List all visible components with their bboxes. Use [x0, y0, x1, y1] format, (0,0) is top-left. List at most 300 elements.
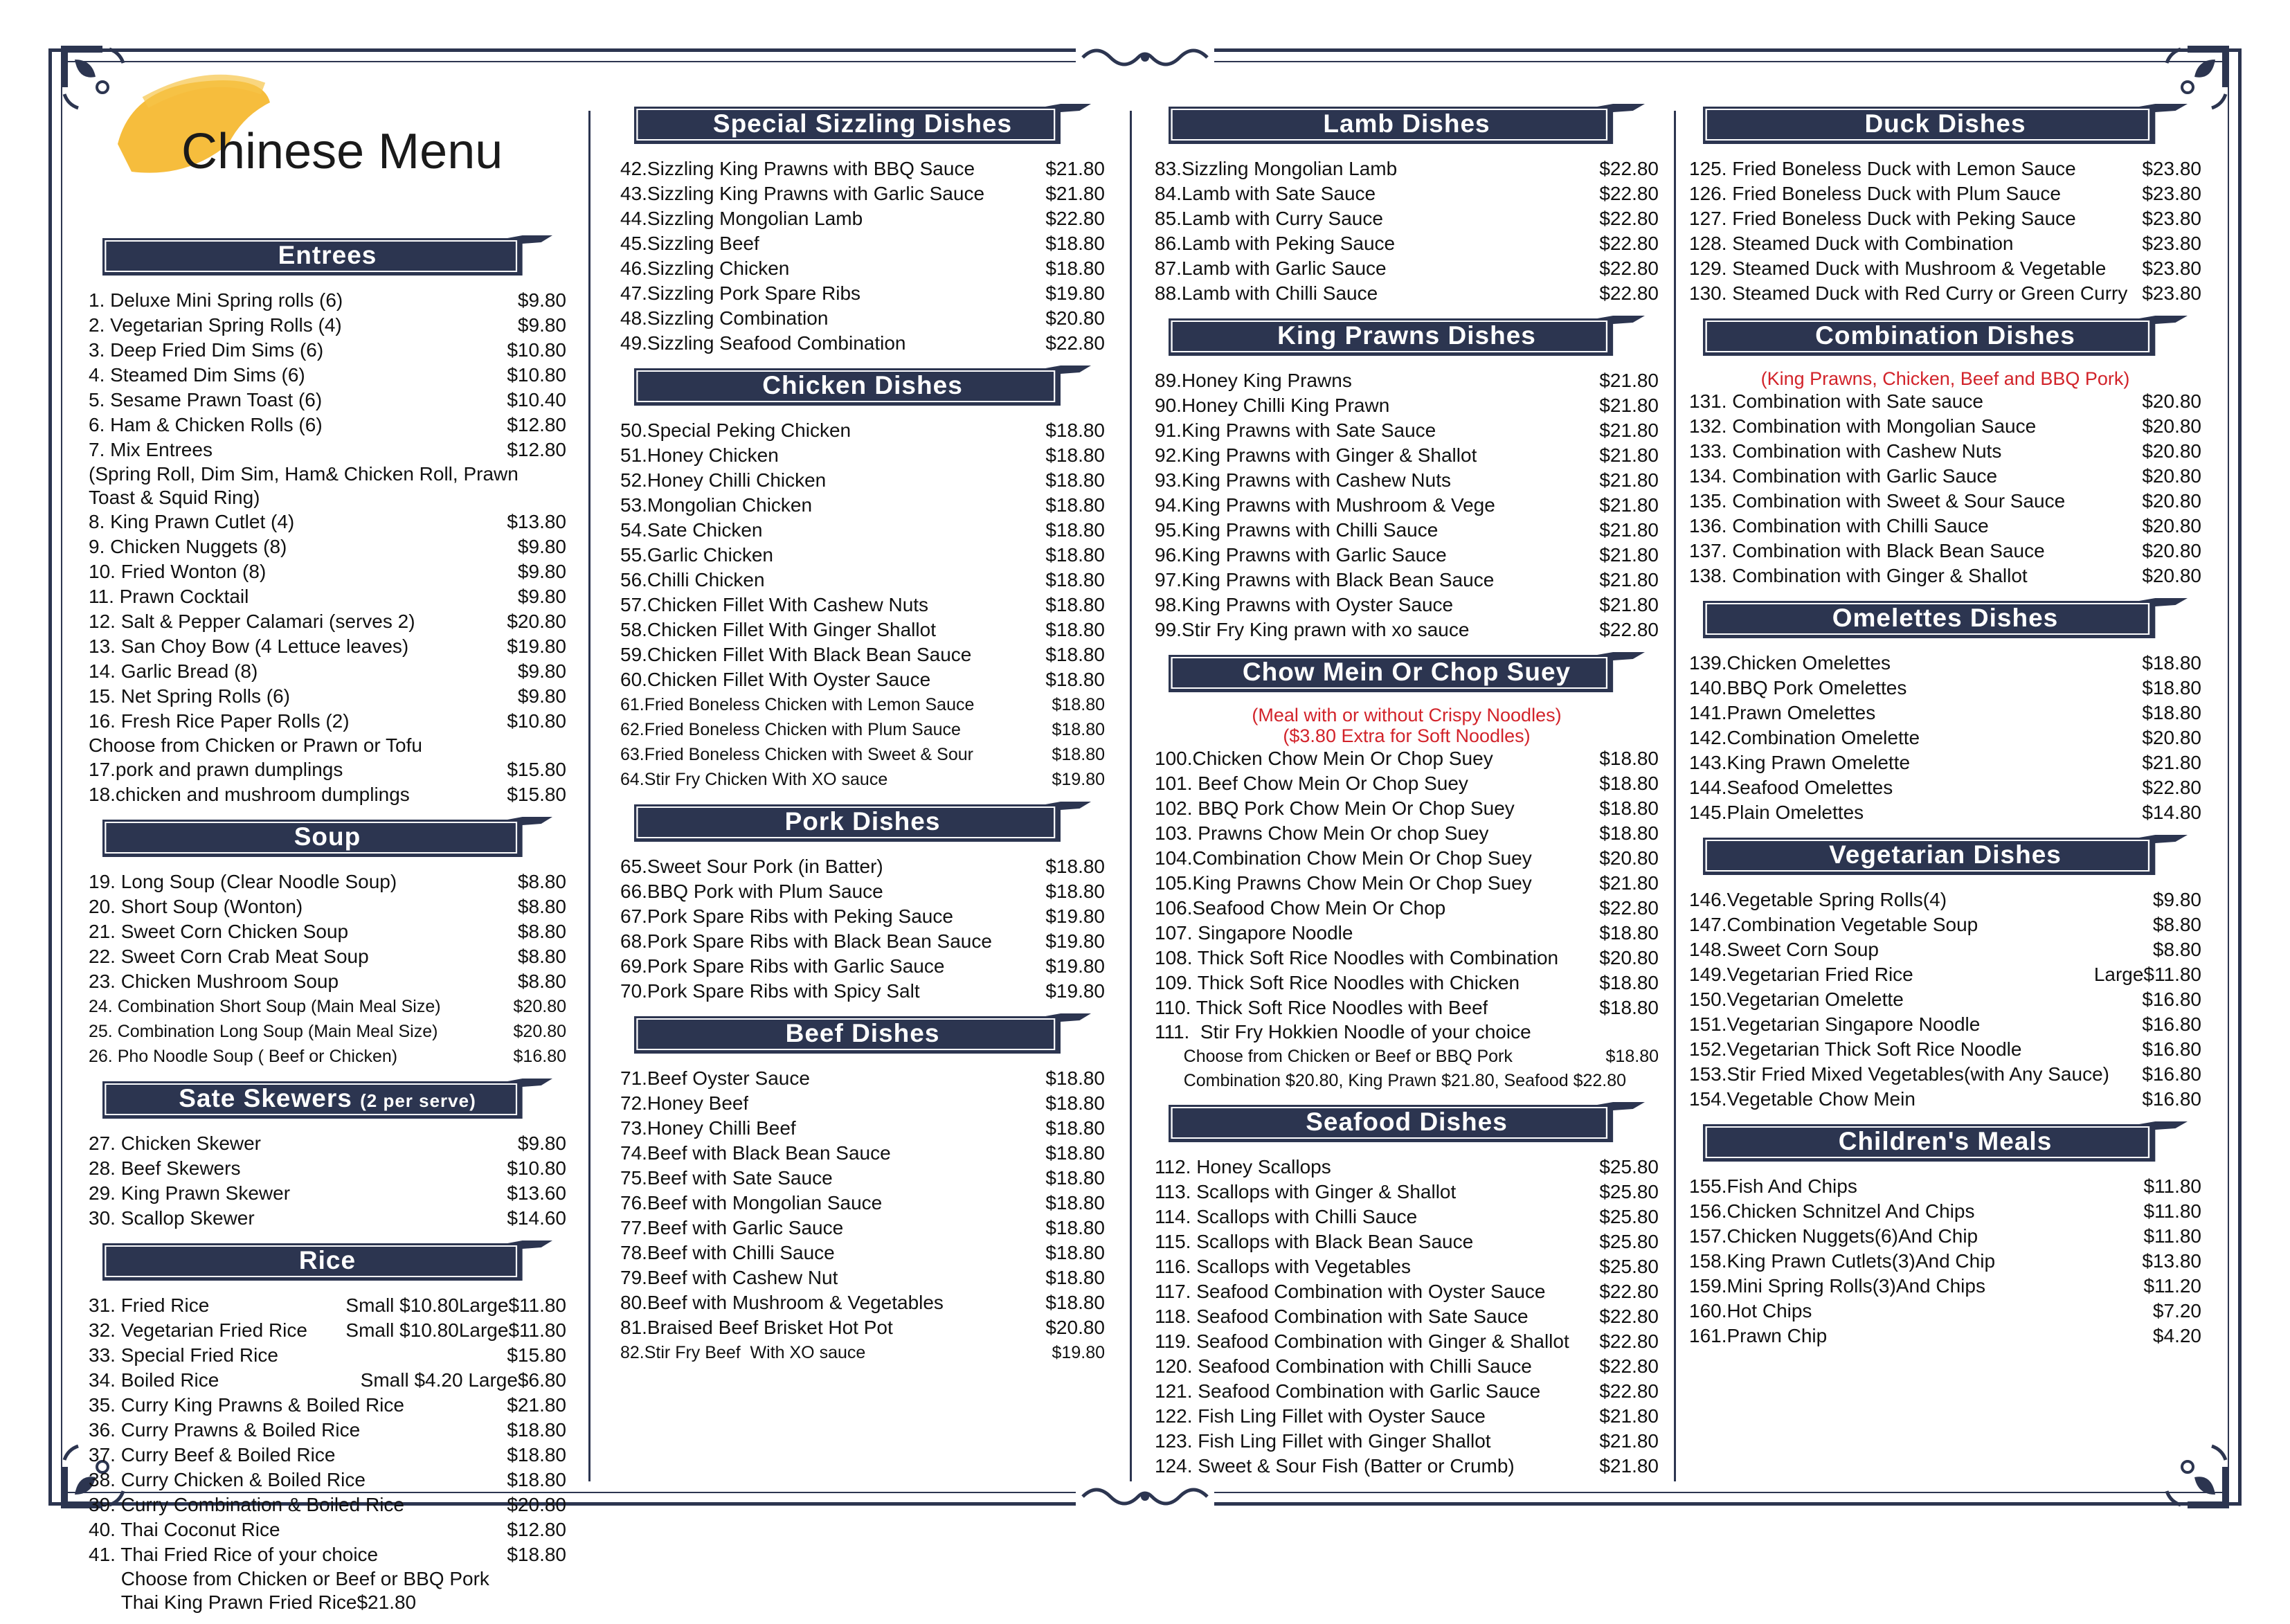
item-name: 60.Chicken Fillet With Oyster Sauce — [620, 669, 931, 690]
item-name: 146.Vegetable Spring Rolls(4) — [1689, 889, 1947, 910]
item-price: $18.80 — [1045, 519, 1105, 541]
section-title-text: Special Sizzling Dishes — [712, 109, 1013, 138]
menu-item — [620, 1240, 1105, 1265]
menu-item — [620, 767, 1105, 792]
item-price: $18.80 — [1599, 972, 1659, 993]
item-name: 76.Beef with Mongolian Sauce — [620, 1192, 883, 1214]
section-title — [102, 241, 552, 270]
item-price: $12.80 — [507, 414, 566, 435]
menu-item — [1155, 418, 1659, 443]
item-name: 138. Combination with Ginger & Shallot — [1689, 565, 2028, 586]
item-price: $19.80 — [1045, 980, 1105, 1002]
item-name: 144.Seafood Omelettes — [1689, 777, 1893, 798]
item-price: $22.80 — [1599, 1355, 1659, 1377]
item-name: 96.King Prawns with Garlic Sauce — [1155, 544, 1447, 566]
item-name: 13. San Choy Bow (4 Lettuce leaves) — [89, 635, 409, 657]
item-price: $25.80 — [1599, 1231, 1659, 1252]
menu-item — [1155, 181, 1659, 206]
item-name: 87.Lamb with Garlic Sauce — [1155, 258, 1387, 279]
section-banner — [1169, 104, 1645, 144]
item-name: 49.Sizzling Seafood Combination — [620, 332, 906, 354]
item-note: (Spring Roll, Dim Sim, Ham& Chicken Roll, Prawn Toast & Squid Ring) — [89, 463, 524, 508]
menu-item — [89, 1293, 566, 1318]
item-price: $20.80 — [513, 997, 566, 1016]
column-divider — [1130, 111, 1132, 1481]
section-banner — [102, 1079, 552, 1119]
menu-column-2 — [620, 104, 1105, 1375]
item-price: $18.80 — [1045, 469, 1105, 491]
item-name: 6. Ham & Chicken Rolls (6) — [89, 414, 323, 435]
item-name: 51.Honey Chicken — [620, 444, 779, 466]
item-name: 1. Deluxe Mini Spring rolls (6) — [89, 289, 343, 311]
section-title — [1169, 109, 1645, 138]
item-name: 113. Scallops with Ginger & Shallot — [1155, 1181, 1457, 1202]
menu-item — [1689, 1299, 2201, 1324]
item-name: 85.Lamb with Curry Sauce — [1155, 208, 1383, 229]
menu-item — [620, 617, 1105, 642]
item-price: $22.80 — [1599, 897, 1659, 919]
item-price: $21.80 — [1599, 872, 1659, 894]
item-price: $10.80 — [507, 339, 566, 361]
item-price: $22.80 — [1599, 619, 1659, 640]
menu-item — [1155, 1180, 1659, 1205]
item-price: $23.80 — [2142, 258, 2201, 279]
menu-item — [620, 954, 1105, 979]
section-title-text: Seafood Dishes — [1306, 1108, 1508, 1136]
item-name: 7. Mix Entrees — [89, 439, 213, 460]
section-note: ($3.80 Extra for Soft Noodles) — [1283, 725, 1531, 746]
menu-item — [620, 518, 1105, 543]
item-price: $22.80 — [1599, 1380, 1659, 1402]
menu-item — [1689, 887, 2201, 912]
item-name: 78.Beef with Chilli Sauce — [620, 1242, 835, 1263]
item-name: 61.Fried Boneless Chicken with Lemon Sauce — [620, 695, 975, 714]
menu-item — [89, 559, 566, 584]
menu-item — [89, 634, 566, 659]
item-price: $23.80 — [2142, 233, 2201, 254]
menu-item — [620, 1066, 1105, 1091]
menu-item — [1689, 156, 2201, 181]
item-name: 21. Sweet Corn Chicken Soup — [89, 921, 349, 942]
section-title — [634, 807, 1091, 836]
menu-section — [1155, 316, 1659, 642]
item-price: $8.80 — [2152, 914, 2201, 935]
menu-section — [1689, 1121, 2201, 1348]
item-price: $21.80 — [1599, 594, 1659, 615]
item-price: $22.80 — [1045, 208, 1105, 229]
item-price: $18.80 — [507, 1544, 566, 1565]
item-name: 89.Honey King Prawns — [1155, 370, 1352, 391]
item-name: 5. Sesame Prawn Toast (6) — [89, 389, 323, 410]
section-banner — [634, 104, 1091, 144]
item-name: 106.Seafood Chow Mein Or Chop — [1155, 897, 1446, 919]
item-price: $22.80 — [1045, 332, 1105, 354]
menu-item — [1689, 775, 2201, 800]
section-banner — [1169, 316, 1645, 356]
section-title-text: Combination Dishes — [1815, 321, 2075, 350]
item-price: $18.80 — [1045, 1192, 1105, 1214]
item-name: 41. Thai Fried Rice of your choice — [89, 1544, 379, 1565]
item-price: Small $4.20 Large$6.80 — [360, 1369, 566, 1391]
item-price: $10.80 — [507, 364, 566, 386]
item-price: $18.80 — [1045, 569, 1105, 590]
item-name: Choose from Chicken or Beef or BBQ Pork — [1155, 1047, 1513, 1066]
item-price: $18.80 — [1045, 1092, 1105, 1114]
section-note: (King Prawns, Chicken, Beef and BBQ Pork) — [1760, 368, 2130, 389]
menu-item — [1155, 256, 1659, 281]
section-title-text: Children's Meals — [1838, 1127, 2053, 1155]
item-price: $13.80 — [2142, 1250, 2201, 1272]
section-title — [1703, 604, 2188, 633]
menu-item — [1689, 987, 2201, 1012]
item-name: 112. Honey Scallops — [1155, 1156, 1331, 1178]
item-name: 80.Beef with Mushroom & Vegetables — [620, 1292, 944, 1313]
menu-item — [620, 904, 1105, 929]
item-name: 57.Chicken Fillet With Cashew Nuts — [620, 594, 929, 615]
item-name: 43.Sizzling King Prawns with Garlic Sauce — [620, 183, 985, 204]
item-price: $14.60 — [507, 1207, 566, 1229]
menu-item — [1689, 439, 2201, 464]
item-price: $16.80 — [2142, 1088, 2201, 1110]
menu-item — [1689, 701, 2201, 725]
menu-item — [1689, 563, 2201, 588]
menu-item — [89, 1468, 566, 1492]
section-banner — [634, 1013, 1091, 1054]
item-name: 9. Chicken Nuggets (8) — [89, 536, 287, 557]
item-name: 23. Chicken Mushroom Soup — [89, 971, 339, 992]
menu-item — [1689, 1274, 2201, 1299]
item-price: $9.80 — [517, 289, 566, 311]
section-title — [634, 1019, 1091, 1048]
menu-item — [1155, 1044, 1659, 1069]
item-name: 68.Pork Spare Ribs with Black Bean Sauce — [620, 930, 992, 952]
menu-item — [89, 709, 566, 734]
menu-section — [1689, 598, 2201, 825]
item-price: $25.80 — [1599, 1206, 1659, 1227]
menu-item — [89, 969, 566, 994]
item-price: $16.80 — [2142, 1038, 2201, 1060]
item-price: $21.80 — [1599, 395, 1659, 416]
item-name: 44.Sizzling Mongolian Lamb — [620, 208, 863, 229]
item-price: $18.80 — [1052, 695, 1105, 714]
menu-item — [620, 593, 1105, 617]
menu-item — [1689, 1174, 2201, 1199]
item-price: $14.80 — [2142, 802, 2201, 823]
menu-item — [1155, 921, 1659, 946]
menu-item — [1155, 896, 1659, 921]
menu-item — [1155, 617, 1659, 642]
menu-item — [89, 534, 566, 559]
menu-item — [89, 1206, 566, 1231]
item-name: 62.Fried Boneless Chicken with Plum Sauce — [620, 720, 961, 739]
item-note: Thai King Prawn Fried Rice$21.80 — [89, 1591, 417, 1613]
item-price: $18.80 — [1045, 1142, 1105, 1164]
item-price: $10.80 — [507, 710, 566, 732]
item-name: 160.Hot Chips — [1689, 1300, 1812, 1321]
item-price: $20.80 — [2142, 490, 2201, 512]
menu-item — [620, 256, 1105, 281]
menu-item — [89, 313, 566, 338]
item-price: $18.80 — [1599, 822, 1659, 844]
menu-item — [89, 584, 566, 609]
item-price: $21.80 — [1045, 158, 1105, 179]
item-price: $20.80 — [1599, 847, 1659, 869]
item-name: 109. Thick Soft Rice Noodles with Chicken — [1155, 972, 1520, 993]
section-title — [1169, 321, 1645, 350]
item-name: 10. Fried Wonton (8) — [89, 561, 267, 582]
item-price: $23.80 — [2142, 158, 2201, 179]
item-name: 161.Prawn Chip — [1689, 1325, 1828, 1346]
item-name: 54.Sate Chicken — [620, 519, 763, 541]
item-name: 18.chicken and mushroom dumplings — [89, 784, 410, 805]
item-name: 75.Beef with Sate Sauce — [620, 1167, 833, 1189]
item-name: 110. Thick Soft Rice Noodles with Beef — [1155, 997, 1488, 1018]
menu-item — [620, 692, 1105, 717]
section-banner — [102, 1240, 552, 1281]
menu-item — [89, 1418, 566, 1443]
menu-item — [620, 642, 1105, 667]
item-name: 127. Fried Boneless Duck with Peking Sauce — [1689, 208, 2076, 229]
item-name: 16. Fresh Rice Paper Rolls (2) — [89, 710, 350, 732]
item-price: $23.80 — [2142, 208, 2201, 229]
item-name: 8. King Prawn Cutlet (4) — [89, 511, 295, 532]
item-price: $15.80 — [507, 759, 566, 780]
menu-item — [1155, 1155, 1659, 1180]
item-name: 95.King Prawns with Chilli Sauce — [1155, 519, 1439, 541]
menu-item — [1689, 1224, 2201, 1249]
menu-item — [1689, 389, 2201, 414]
menu-item — [1689, 962, 2201, 987]
item-price: $21.80 — [2142, 752, 2201, 773]
item-price: $9.80 — [517, 660, 566, 682]
item-price: $20.80 — [2142, 390, 2201, 412]
item-name: 105.King Prawns Chow Mein Or Chop Suey — [1155, 872, 1532, 894]
item-name: 159.Mini Spring Rolls(3)And Chips — [1689, 1275, 1985, 1297]
menu-item — [620, 443, 1105, 468]
item-price: $18.80 — [507, 1419, 566, 1441]
menu-item — [89, 1181, 566, 1206]
menu-item — [1155, 1229, 1659, 1254]
menu-section — [1689, 835, 2201, 1112]
menu-item — [1155, 468, 1659, 493]
item-name: 79.Beef with Cashew Nut — [620, 1267, 838, 1288]
item-name: 136. Combination with Chilli Sauce — [1689, 515, 1989, 536]
item-name: 114. Scallops with Chilli Sauce — [1155, 1206, 1418, 1227]
section-title — [1169, 1108, 1645, 1137]
item-name: 64.Stir Fry Chicken With XO sauce — [620, 770, 888, 789]
menu-item — [620, 543, 1105, 568]
item-name: 140.BBQ Pork Omelettes — [1689, 677, 1907, 698]
item-name: 19. Long Soup (Clear Noodle Soup) — [89, 871, 397, 892]
item-name: 98.King Prawns with Oyster Sauce — [1155, 594, 1454, 615]
item-price: $11.80 — [2143, 1200, 2201, 1222]
item-price: $21.80 — [1599, 370, 1659, 391]
item-price: $18.80 — [1605, 1047, 1659, 1066]
menu-item — [1155, 971, 1659, 995]
menu-item — [620, 1290, 1105, 1315]
menu-item — [89, 684, 566, 709]
item-name: 26. Pho Noodle Soup ( Beef or Chicken) — [89, 1047, 398, 1066]
item-price: $19.80 — [1045, 282, 1105, 304]
item-name: 4. Steamed Dim Sims (6) — [89, 364, 305, 386]
menu-item — [620, 929, 1105, 954]
item-name: 157.Chicken Nuggets(6)And Chip — [1689, 1225, 1978, 1247]
menu-item — [89, 1156, 566, 1181]
item-price: $18.80 — [1045, 1242, 1105, 1263]
menu-item — [1155, 1379, 1659, 1404]
section-title — [102, 1246, 552, 1275]
item-price: $18.80 — [1599, 748, 1659, 769]
item-price: $19.80 — [1052, 770, 1105, 789]
item-price: $21.80 — [1599, 569, 1659, 590]
item-name: 38. Curry Chicken & Boiled Rice — [89, 1469, 366, 1490]
menu-item — [620, 1141, 1105, 1166]
section-title-text: Chow Mein Or Chop Suey — [1242, 658, 1571, 686]
item-price: $18.80 — [1052, 745, 1105, 764]
item-price: $20.80 — [2142, 465, 2201, 487]
item-price: $22.80 — [1599, 233, 1659, 254]
section-subtitle: (2 per serve) — [360, 1090, 476, 1111]
item-price: $18.80 — [507, 1469, 566, 1490]
menu-item — [620, 568, 1105, 593]
menu-item — [89, 782, 566, 807]
item-name: 15. Net Spring Rolls (6) — [89, 685, 291, 707]
menu-item — [620, 979, 1105, 1004]
item-name: 129. Steamed Duck with Mushroom & Vegetable — [1689, 258, 2107, 279]
menu-item — [89, 1542, 566, 1567]
item-price: $9.80 — [2152, 889, 2201, 910]
item-price: $19.80 — [507, 635, 566, 657]
item-price: $16.80 — [2142, 989, 2201, 1010]
item-name: 33. Special Fried Rice — [89, 1344, 278, 1366]
menu-item — [620, 1116, 1105, 1141]
menu-item — [1689, 912, 2201, 937]
item-price: $22.80 — [1599, 1330, 1659, 1352]
menu-item — [620, 306, 1105, 331]
item-name: 63.Fried Boneless Chicken with Sweet & Sour — [620, 745, 973, 764]
menu-item — [620, 206, 1105, 231]
item-name: 97.King Prawns with Black Bean Sauce — [1155, 569, 1495, 590]
item-price: $9.80 — [517, 1133, 566, 1154]
item-name: 149.Vegetarian Fried Rice — [1689, 964, 1913, 985]
section-banner — [1703, 835, 2188, 875]
item-price: $22.80 — [1599, 1306, 1659, 1327]
item-price: $18.80 — [1045, 419, 1105, 441]
item-price: $15.80 — [507, 784, 566, 805]
item-price: $18.80 — [1045, 233, 1105, 254]
section-banner — [634, 366, 1091, 406]
item-name: 122. Fish Ling Fillet with Oyster Sauce — [1155, 1405, 1486, 1427]
corner-ornament-icon — [2153, 1432, 2236, 1515]
item-price: $22.80 — [1599, 208, 1659, 229]
item-name: 32. Vegetarian Fried Rice — [89, 1319, 307, 1341]
item-name: 24. Combination Short Soup (Main Meal Size) — [89, 997, 441, 1016]
item-name: 52.Honey Chilli Chicken — [620, 469, 827, 491]
menu-item — [89, 1044, 566, 1069]
menu-item — [89, 1019, 566, 1044]
item-price: $25.80 — [1599, 1156, 1659, 1178]
section-title-text: King Prawns Dishes — [1277, 321, 1536, 350]
menu-item — [620, 156, 1105, 181]
menu-item — [1155, 443, 1659, 468]
menu-column-4 — [1689, 104, 2201, 1358]
item-price: $20.80 — [507, 1494, 566, 1515]
item-name: 137. Combination with Black Bean Sauce — [1689, 540, 2045, 561]
item-name: 124. Sweet & Sour Fish (Batter or Crumb) — [1155, 1455, 1515, 1477]
item-price: $18.80 — [1045, 1067, 1105, 1089]
item-price: $9.80 — [517, 586, 566, 607]
item-price: $20.80 — [2142, 565, 2201, 586]
menu-item — [1155, 796, 1659, 821]
menu-item — [89, 659, 566, 684]
menu-title: Chinese Menu — [181, 124, 503, 179]
item-price: $21.80 — [1599, 419, 1659, 441]
item-note: Combination $20.80, King Prawn $21.80, Seafood $22.80 — [1155, 1071, 1627, 1090]
item-price: $8.80 — [517, 871, 566, 892]
menu-item — [1689, 1249, 2201, 1274]
item-price: $16.80 — [2142, 1013, 2201, 1035]
menu-item — [620, 181, 1105, 206]
menu-item — [1155, 1304, 1659, 1329]
section-title — [1169, 658, 1645, 687]
item-name: 73.Honey Chilli Beef — [620, 1117, 796, 1139]
item-price: $22.80 — [1599, 282, 1659, 304]
item-price: $22.80 — [1599, 158, 1659, 179]
item-price: $8.80 — [517, 921, 566, 942]
menu-section — [1155, 652, 1659, 1092]
section-banner — [1169, 652, 1645, 692]
item-name: 99.Stir Fry King prawn with xo sauce — [1155, 619, 1470, 640]
item-price: $21.80 — [1599, 1405, 1659, 1427]
item-name: 59.Chicken Fillet With Black Bean Sauce — [620, 644, 972, 665]
menu-section — [89, 817, 566, 1069]
item-name: 37. Curry Beef & Boiled Rice — [89, 1444, 336, 1465]
menu-item — [620, 667, 1105, 692]
item-name: 71.Beef Oyster Sauce — [620, 1067, 810, 1089]
menu-item — [1689, 414, 2201, 439]
item-price: $20.80 — [1045, 1317, 1105, 1338]
item-name: 125. Fried Boneless Duck with Lemon Sauce — [1689, 158, 2076, 179]
section-banner — [102, 235, 552, 276]
item-price: $18.80 — [1599, 773, 1659, 794]
menu-item — [89, 1318, 566, 1343]
section-title — [634, 371, 1091, 400]
item-name: 126. Fried Boneless Duck with Plum Sauce — [1689, 183, 2061, 204]
item-name: 153.Stir Fried Mixed Vegetables(with Any Sauce) — [1689, 1063, 2109, 1085]
menu-item — [89, 894, 566, 919]
menu-item — [620, 742, 1105, 767]
item-name: 145.Plain Omelettes — [1689, 802, 1864, 823]
menu-item — [1155, 1354, 1659, 1379]
menu-item — [620, 1091, 1105, 1116]
item-price: $19.80 — [1045, 930, 1105, 952]
item-price: $20.80 — [507, 611, 566, 632]
item-price: $18.80 — [1045, 444, 1105, 466]
item-price: $22.80 — [1599, 258, 1659, 279]
item-price: $19.80 — [1045, 955, 1105, 977]
item-name: 155.Fish And Chips — [1689, 1175, 1857, 1197]
section-banner — [1703, 104, 2188, 144]
menu-section — [89, 1079, 566, 1231]
item-name: 31. Fried Rice — [89, 1294, 210, 1316]
menu-item — [89, 1393, 566, 1418]
section-banner — [102, 817, 552, 857]
menu-item — [89, 388, 566, 413]
item-name: 139.Chicken Omelettes — [1689, 652, 1891, 674]
item-price: $8.80 — [517, 896, 566, 917]
item-price: $18.80 — [1045, 881, 1105, 902]
item-name: 118. Seafood Combination with Sate Sauce — [1155, 1306, 1529, 1327]
